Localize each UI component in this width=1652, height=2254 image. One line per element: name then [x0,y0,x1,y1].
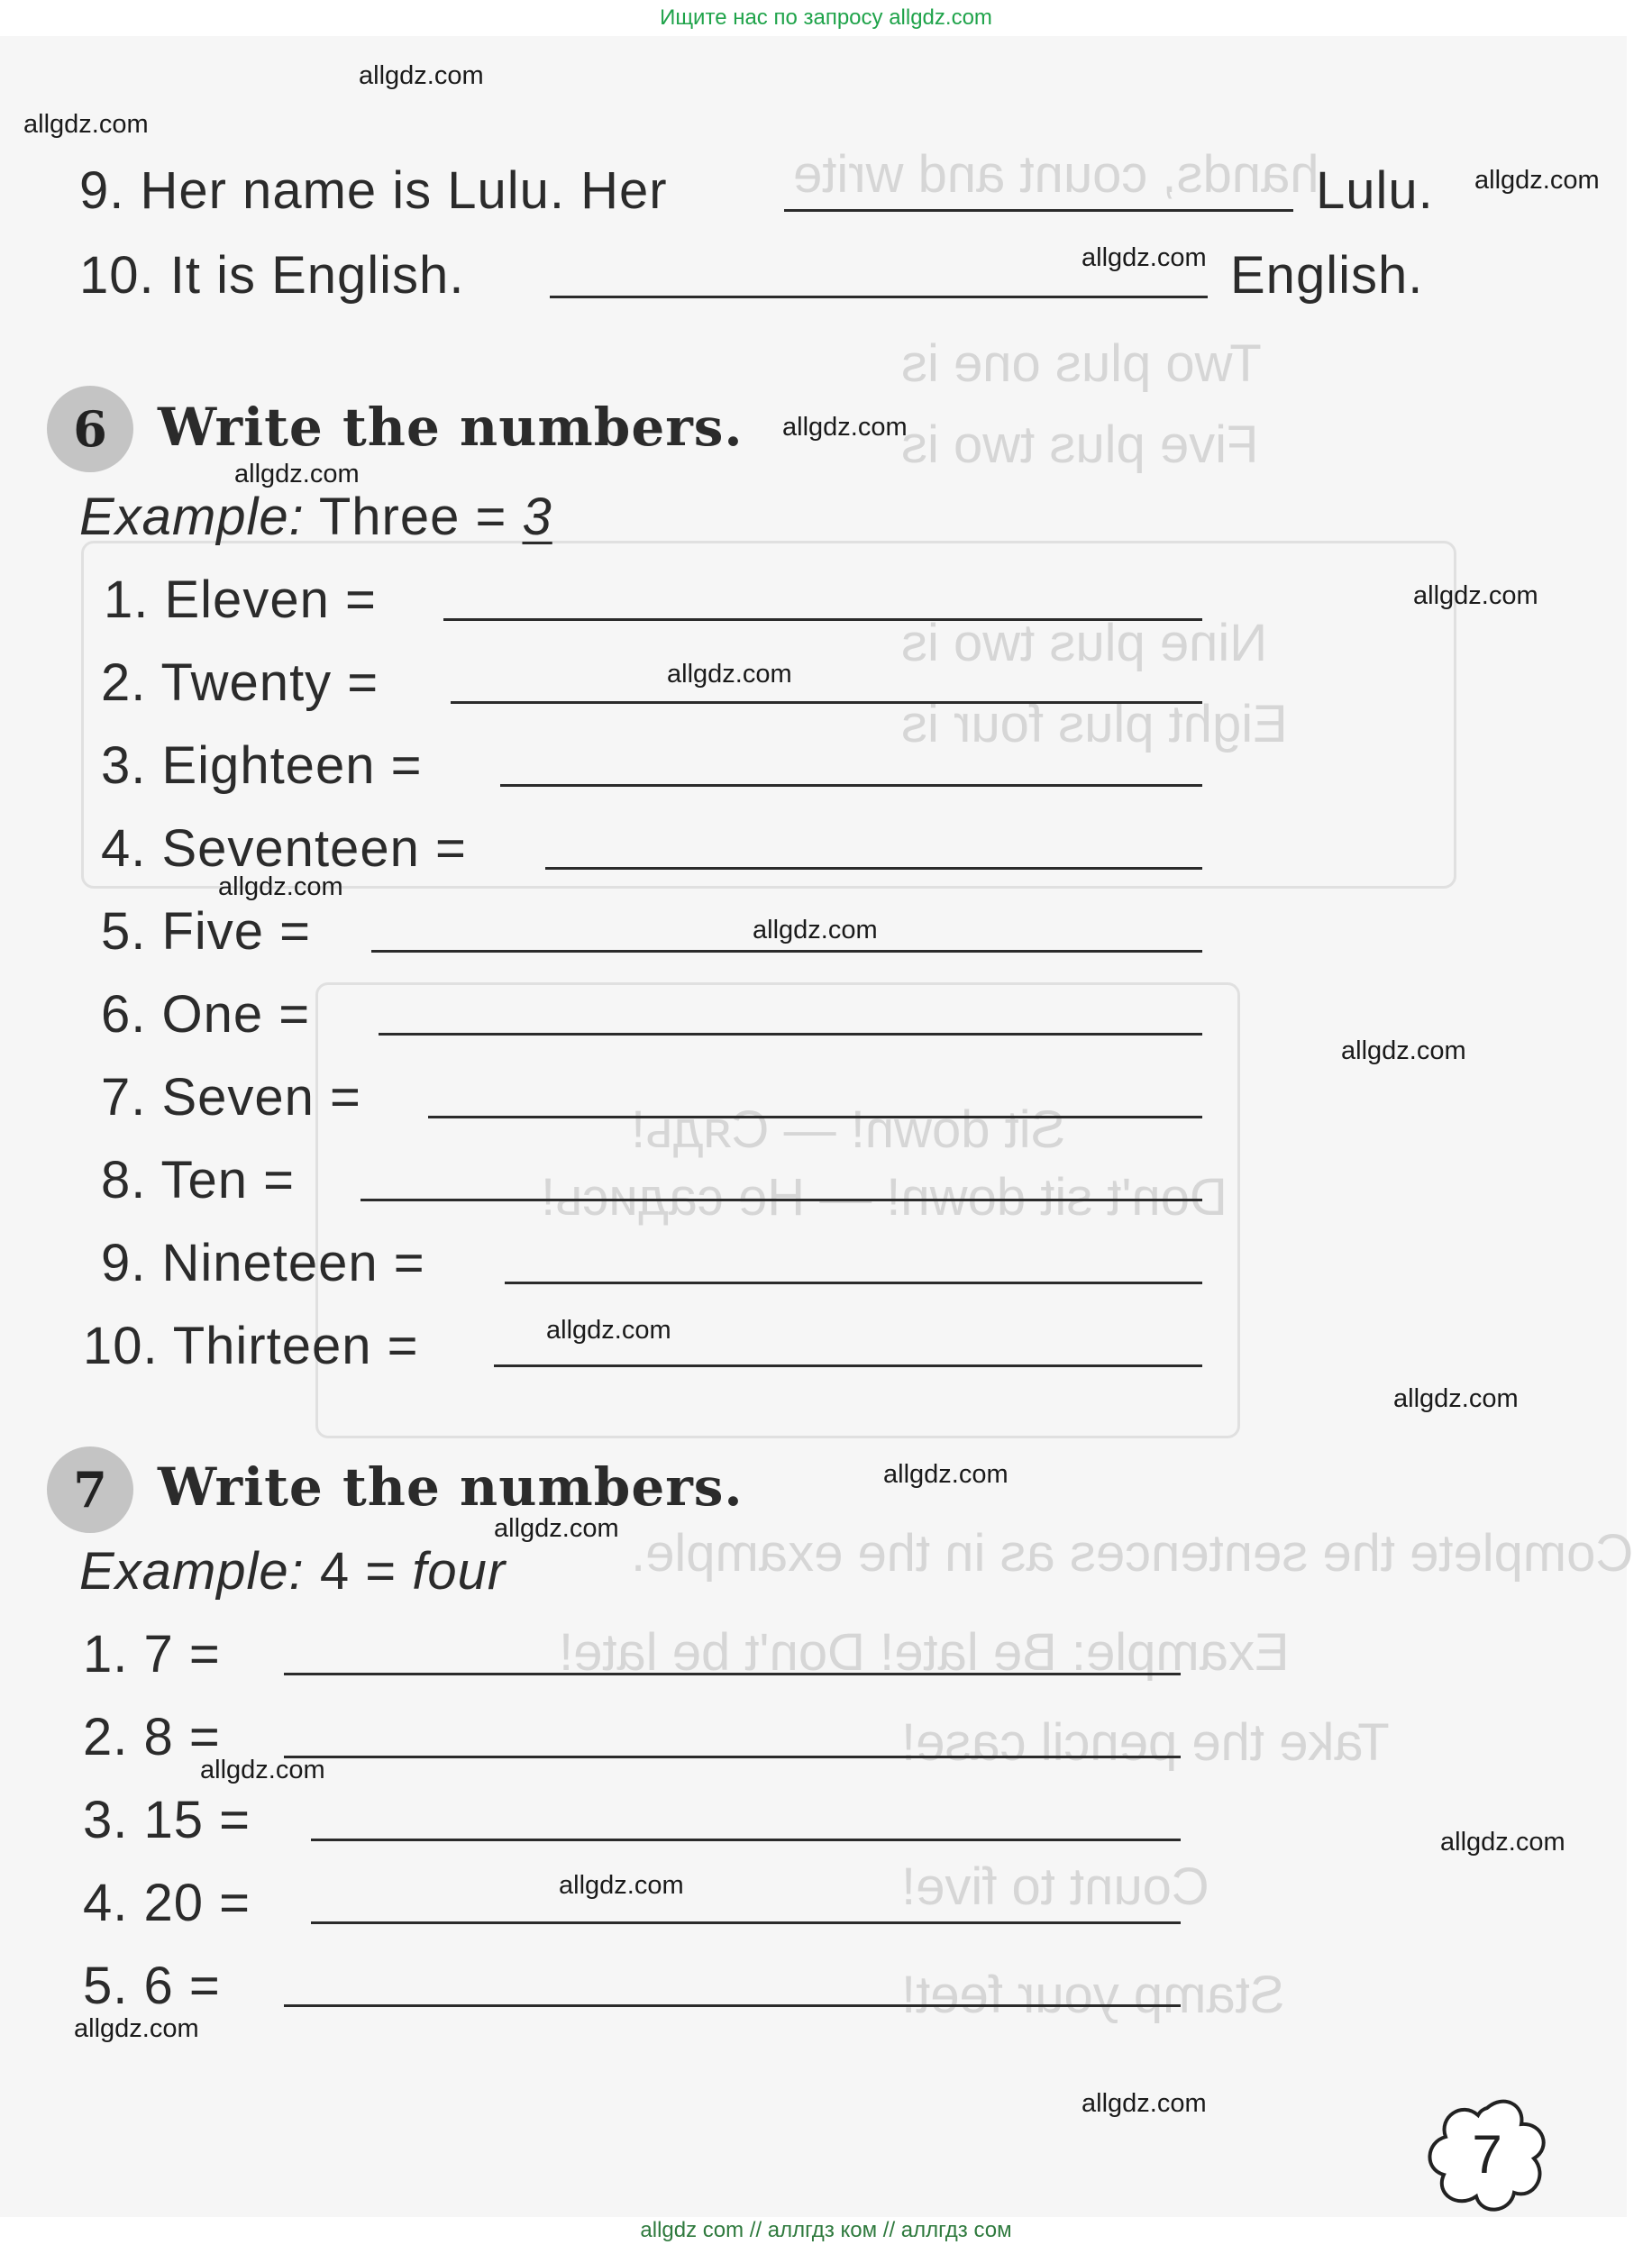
exercise-6-item-4: 4. Seventeen = [101,819,467,878]
exercise-6-blank-2[interactable] [451,701,1202,704]
watermark: allgdz.com [667,660,792,689]
bleed-through-box [315,982,1240,1438]
exercise-7-blank-1[interactable] [284,1673,1181,1675]
exercise-6-item-2: 2. Twenty = [101,653,379,712]
watermark: allgdz.com [1393,1384,1519,1413]
bleed-through-text: Don't sit down! — Не садись! [541,1168,1228,1227]
watermark: allgdz.com [494,1514,619,1543]
example-label: Example: [79,488,305,546]
exercise-6-blank-9[interactable] [505,1282,1202,1284]
bleed-through-text: hands, count and write [793,145,1319,204]
sentence-10 [79,245,464,306]
bleed-through-text: Five plus two is [901,415,1259,474]
exercise-7-example [79,1541,506,1602]
bleed-through-text: Take the pencil case! [901,1713,1390,1772]
exercise-6-title: Write the numbers. [158,397,744,458]
exercise-6-item-6: 6. One = [101,985,311,1044]
exercise-6-blank-5[interactable] [371,950,1202,953]
sentence-10-suffix: English. [1230,246,1424,305]
workbook-page [0,36,1634,2217]
exercise-6-blank-7[interactable] [428,1116,1202,1118]
exercise-6-blank-3[interactable] [500,784,1202,787]
watermark: allgdz.com [200,1756,325,1784]
exercise-6-item-5: 5. Five = [101,902,312,961]
watermark: allgdz.com [546,1316,671,1345]
watermark: allgdz.com [1440,1828,1565,1857]
watermark: allgdz.com [753,916,878,944]
example-answer: four [412,1542,507,1601]
bleed-through-text: Example: Be late! Don't be late! [559,1623,1290,1682]
exercise-7-item-3: 3. 15 = [83,1791,251,1849]
exercise-6-blank-8[interactable] [361,1199,1202,1201]
watermark: allgdz.com [74,2014,199,2043]
bleed-through-text: Count to five! [901,1857,1209,1916]
example-text: Three = [318,488,507,546]
watermark: allgdz.com [559,1871,684,1900]
exercise-6-item-8: 8. Ten = [101,1151,295,1209]
page-number-flower [1424,2095,1550,2213]
watermark: allgdz.com [359,61,484,90]
exercise-6-item-9: 9. Nineteen = [101,1234,425,1292]
exercise-7-item-5: 5. 6 = [83,1957,221,2015]
sentence-9-suffix: Lulu. [1316,161,1434,220]
watermark: allgdz.com [218,872,343,901]
exercise-6-number: 6 [47,386,133,472]
exercise-7-item-2: 2. 8 = [83,1708,221,1766]
exercise-7-title: Write the numbers. [158,1456,744,1518]
exercise-7-number: 7 [47,1446,133,1533]
answer-blank-10[interactable] [550,296,1208,298]
answer-blank-9[interactable] [784,209,1293,212]
bleed-through-text: Sit down! — Сядь! [631,1100,1066,1159]
bottom-banner: allgdz com // аллгдз ком // аллгдз сом [640,2218,1012,2242]
watermark: allgdz.com [234,460,360,488]
example-answer: 3 [522,488,552,546]
sentence-9-prefix: 9. Her name is Lulu. Her [79,161,668,220]
exercise-7-blank-4[interactable] [311,1921,1181,1924]
example-label: Example: [79,1542,305,1601]
watermark: allgdz.com [782,413,908,442]
exercise-6-item-3: 3. Eighteen = [101,736,423,795]
watermark: allgdz.com [1474,166,1600,195]
exercise-6-item-1: 1. Eleven = [104,570,377,629]
exercise-6-item-10: 10. Thirteen = [83,1317,419,1375]
bleed-through-text: Two plus one is [901,334,1262,393]
exercise-7-blank-5[interactable] [284,2004,1181,2007]
exercise-6-blank-6[interactable] [379,1033,1202,1036]
page-number: 7 [1472,2123,1502,2185]
bleed-through-text: Stamp your feet! [901,1966,1285,2024]
exercise-7-blank-2[interactable] [284,1756,1181,1758]
exercise-6-blank-1[interactable] [443,618,1202,621]
watermark: allgdz.com [1341,1036,1466,1065]
example-text: 4 = [319,1542,397,1601]
bleed-through-text: Complete the sentences as in the example. [631,1524,1634,1583]
bleed-through-text: Eight plus four is [901,695,1288,753]
sentence-9 [79,160,668,221]
top-banner: Ищите нас по запросу allgdz.com [660,5,992,30]
exercise-7-blank-3[interactable] [311,1839,1181,1841]
watermark: allgdz.com [1082,2089,1207,2118]
exercise-6-example [79,487,552,547]
watermark: allgdz.com [23,110,149,139]
watermark: allgdz.com [883,1460,1009,1489]
exercise-7-item-1: 1. 7 = [83,1625,221,1684]
exercise-6-blank-10[interactable] [494,1364,1202,1367]
exercise-6-item-7: 7. Seven = [101,1068,361,1127]
exercise-7-item-4: 4. 20 = [83,1874,251,1932]
watermark: allgdz.com [1413,581,1538,610]
watermark: allgdz.com [1082,243,1207,272]
sentence-10-prefix: 10. It is English. [79,246,465,305]
bleed-through-text: Nine plus two is [901,614,1268,672]
exercise-6-blank-4[interactable] [545,867,1202,870]
